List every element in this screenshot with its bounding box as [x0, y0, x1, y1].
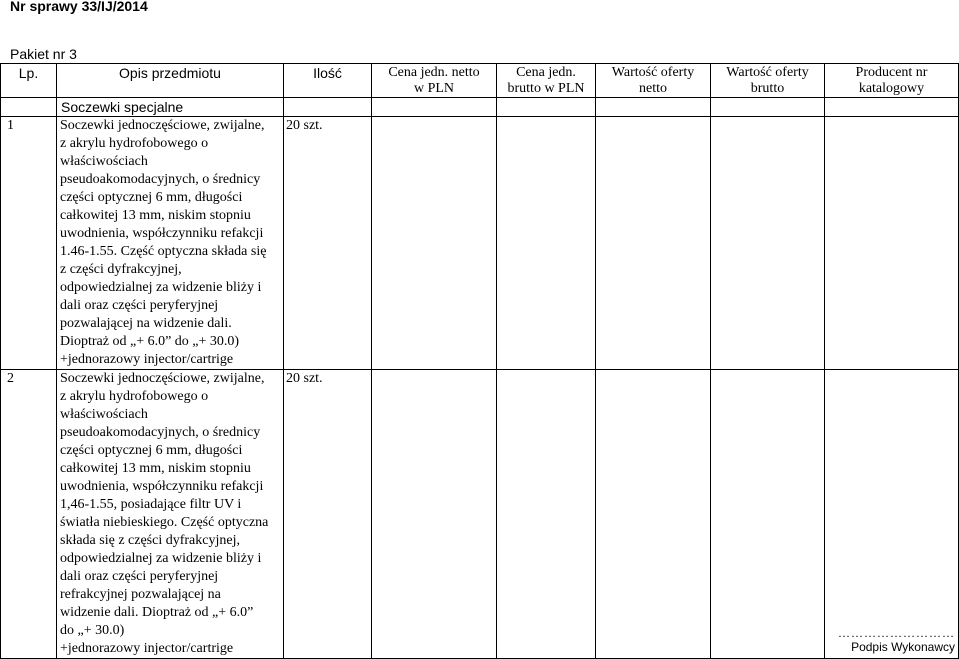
description-line: 1,46-1.55, posiadające filtr UV i — [60, 497, 242, 512]
description-line: Dioptraż od „+ 6.0” do „+ 30.0) — [60, 334, 240, 349]
header-value-gross-line2: brutto — [750, 81, 785, 96]
signature-dots: ……………………… — [838, 626, 955, 640]
section-empty-cell — [284, 98, 372, 117]
row-unit-gross[interactable] — [497, 117, 596, 370]
description-line: całkowitej 13 mm, niskim stopniu — [60, 461, 251, 476]
header-unit-gross-line2: brutto w PLN — [507, 81, 585, 96]
description-line: uwodnienia, współczynniku refakcji — [60, 479, 264, 494]
header-producer-line2: katalogowy — [858, 81, 925, 96]
row-quantity: 20 szt. — [284, 370, 372, 659]
description-line: pozwalającej na widzenie dali. — [60, 316, 232, 331]
description-line: części optycznej 6 mm, długości — [60, 443, 243, 458]
description-line: właściwościach — [60, 407, 148, 422]
description-line: składa się z części dyfrakcyjnej, — [60, 533, 240, 548]
description-line: odpowiedzialnej za widzenie bliży i — [60, 280, 262, 295]
section-row — [1, 98, 959, 117]
section-empty-cell — [711, 98, 825, 117]
header-producer-line1: Producent nr — [855, 65, 928, 80]
section-empty-cell — [596, 98, 711, 117]
header-lp: Lp. — [1, 64, 57, 98]
description-line: Soczewki jednoczęściowe, zwijalne, — [60, 118, 265, 133]
description-line: 1.46-1.55. Część optyczna składa się — [60, 244, 267, 259]
row-producer[interactable] — [825, 370, 959, 659]
header-value-net-line1: Wartość oferty — [611, 65, 695, 80]
row-value-gross[interactable] — [711, 117, 825, 370]
header-quantity: Ilość — [284, 64, 372, 98]
description-line: +jednorazowy injector/cartrige — [60, 641, 234, 656]
header-description: Opis przedmiotu — [57, 64, 284, 98]
description-line: z akrylu hydrofobowego o — [60, 136, 209, 151]
section-empty-cell — [372, 98, 497, 117]
header-unit-net-line1: Cena jedn. netto — [388, 65, 480, 80]
header-value-net-line2: netto — [639, 81, 667, 96]
header-unit-net — [372, 64, 497, 98]
description-line: światła niebieskiego. Część optyczna — [60, 515, 269, 530]
package-number: Pakiet nr 3 — [10, 46, 77, 62]
table-row — [1, 370, 959, 659]
section-empty-cell — [825, 98, 959, 117]
description-line: dali oraz części peryferyjnej — [60, 569, 219, 584]
row-unit-gross[interactable] — [497, 370, 596, 659]
description-line: z części dyfrakcyjnej, — [60, 262, 182, 277]
description-line: +jednorazowy injector/cartrige — [60, 352, 234, 367]
row-value-net[interactable] — [596, 117, 711, 370]
description-line: pseudoakomodacyjnych, o średnicy — [60, 425, 261, 440]
signature-label: Podpis Wykonawcy — [851, 640, 955, 654]
description-line: z akrylu hydrofobowego o — [60, 389, 209, 404]
description-line: Soczewki jednoczęściowe, zwijalne, — [60, 371, 265, 386]
header-value-net — [596, 64, 711, 98]
case-number: Nr sprawy 33/IJ/2014 — [10, 0, 148, 14]
header-unit-net-line2: w PLN — [413, 81, 455, 96]
header-row — [1, 64, 959, 98]
row-value-gross[interactable] — [711, 370, 825, 659]
description-line: całkowitej 13 mm, niskim stopniu — [60, 208, 251, 223]
row-description — [57, 370, 284, 659]
description-line: uwodnienia, współczynniku refakcji — [60, 226, 264, 241]
header-unit-gross-line1: Cena jedn. — [516, 65, 576, 80]
row-unit-net[interactable] — [372, 370, 497, 659]
description-line: do „+ 30.0) — [60, 623, 125, 638]
header-value-gross-line1: Wartość oferty — [726, 65, 809, 80]
header-value-gross — [711, 64, 825, 98]
description-line: widzenie dali. Dioptraż od „+ 6.0” — [60, 605, 254, 620]
row-producer[interactable] — [825, 117, 959, 370]
row-unit-net[interactable] — [372, 117, 497, 370]
offer-table — [0, 63, 959, 659]
header-unit-gross — [497, 64, 596, 98]
row-value-net[interactable] — [596, 370, 711, 659]
table-row — [1, 117, 959, 370]
description-line: właściwościach — [60, 154, 148, 169]
row-lp: 1 — [1, 117, 57, 370]
row-description — [57, 117, 284, 370]
row-lp: 2 — [1, 370, 57, 659]
section-lp-cell — [1, 98, 57, 117]
description-line: pseudoakomodacyjnych, o średnicy — [60, 172, 261, 187]
description-line: odpowiedzialnej za widzenie bliży i — [60, 551, 262, 566]
description-line: refrakcyjnej pozwalającej na — [60, 587, 221, 602]
description-line: części optycznej 6 mm, długości — [60, 190, 243, 205]
row-quantity: 20 szt. — [284, 117, 372, 370]
header-producer — [825, 64, 959, 98]
description-line: dali oraz części peryferyjnej — [60, 298, 219, 313]
section-title: Soczewki specjalne — [57, 98, 284, 117]
section-empty-cell — [497, 98, 596, 117]
